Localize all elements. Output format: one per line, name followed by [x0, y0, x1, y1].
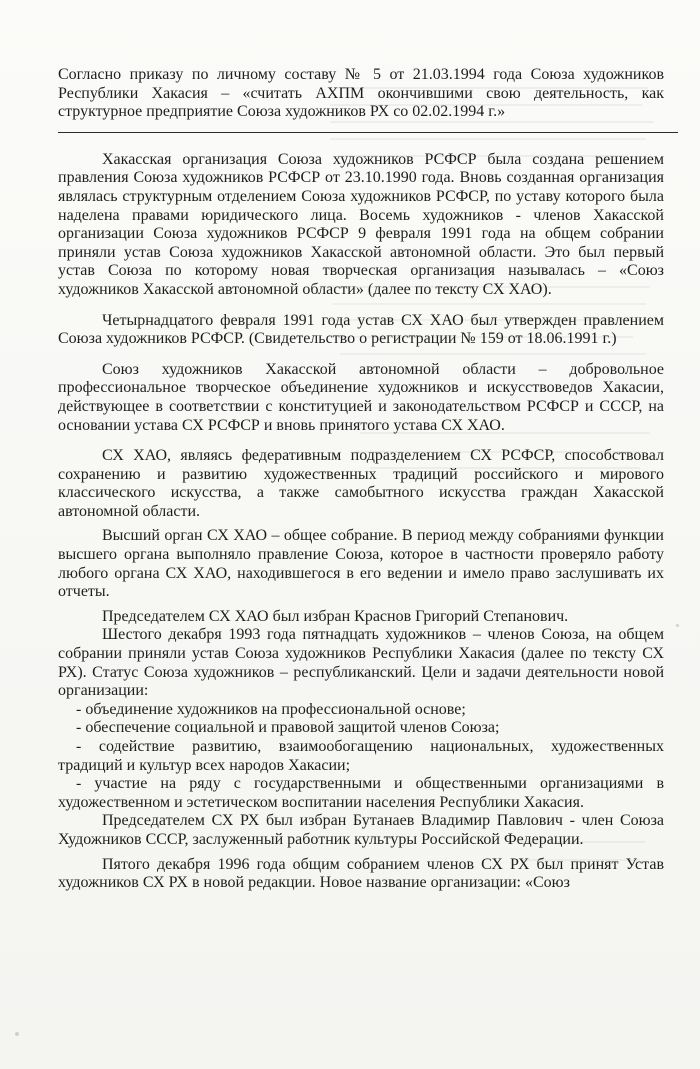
scan-speck	[676, 624, 679, 627]
header-note: Согласно приказу по личному составу № 5 от 21.03.1994 года Союза художников Республики Хакасия – «считать АХПМ окончившими свою деятельность, как структурное предприятие Союза художников РХ со 02.02.1994 г.»	[58, 66, 664, 121]
paragraph-new-charter-1993: Шестого декабря 1993 года пятнадцать художников – членов Союза, на общем собрании приняли устав Союза художников Республики Хакасия (далее по тексту СХ РХ). Статус Союза художников – республиканский. Цели и задачи деятельности новой организации:	[58, 626, 664, 700]
paragraph-chairman-butanaev: Председателем СХ РХ был избран Бутанаев Владимир Павлович - член Союза Художников СССР, заслуженный работник культуры Российской Федерации.	[58, 812, 664, 848]
document-body	[58, 66, 664, 893]
paragraph-organization-created: Хакасская организация Союза художников РСФСР была создана решением правления Союза художников РСФСР от 23.10.1990 года. Вновь созданная организация являлась структурным отделением Союза художников РСФСР, по уставу которого была наделена правами юридического лица. Восемь художников - членов Хакасской организации Союза художников РСФСР 9 февраля 1991 года на общем собрании приняли устав Союза художников Хакасской автономной области. Это был первый устав Союза по которому новая творческая организация называлась – «Союз художников Хакасской автономной области» (далее по тексту СХ ХАО).	[58, 150, 664, 298]
goals-list-item: - содействие развитию, взаимообогащению национальных, художественных традиций и культур всех народов Хакасии;	[58, 738, 664, 774]
paragraph-federal-role: СХ ХАО, являясь федеративным подразделением СХ РСФСР, способствовал сохранению и развитию художественных традиций российского и мирового классического искусства, а также самобытного искусства граждан Хакасской автономной области.	[58, 447, 664, 520]
goals-list-item: - обеспечение социальной и правовой защитой членов Союза;	[76, 719, 500, 737]
goals-list-item: - объединение художников на профессиональной основе;	[76, 700, 466, 718]
goals-list	[58, 701, 664, 813]
paragraph-charter-approved: Четырнадцатого февраля 1991 года устав СХ ХАО был утвержден правлением Союза художников РСФСР. (Свидетельство о регистрации № 159 от 18.06.1991 г.)	[58, 311, 664, 348]
paragraph-new-edition-1996: Пятого декабря 1996 года общим собранием членов СХ РХ был принят Устав художников СХ РХ в новой редакции. Новое название организации: «Союз	[58, 855, 664, 892]
goals-list-item: - участие на ряду с государственными и общественными организациями в художественном и эстетическом воспитании населения Республики Хакасия.	[58, 775, 664, 811]
paragraph-union-definition: Союз художников Хакасской автономной области – добровольное профессиональное творческое объединение художников и искусствоведов Хакасии, действующее в соответствии с конституцией и законодательством РСФСР и СССР, на основании устава СХ РСФСР и вновь принятого устава СХ ХАО.	[58, 360, 664, 434]
scan-speck	[15, 1032, 19, 1036]
paragraph-chairman-krasnov: Председателем СХ ХАО был избран Краснов Григорий Степанович.	[102, 607, 569, 625]
header-divider	[58, 132, 678, 133]
paragraph-governing-body: Высший орган СХ ХАО – общее собрание. В период между собраниями функции высшего органа выполняло правление Союза, которое в частности проверяло работу любого органа СХ ХАО, находившегося в его ведении и имело право заслушивать их отчеты.	[58, 527, 664, 601]
